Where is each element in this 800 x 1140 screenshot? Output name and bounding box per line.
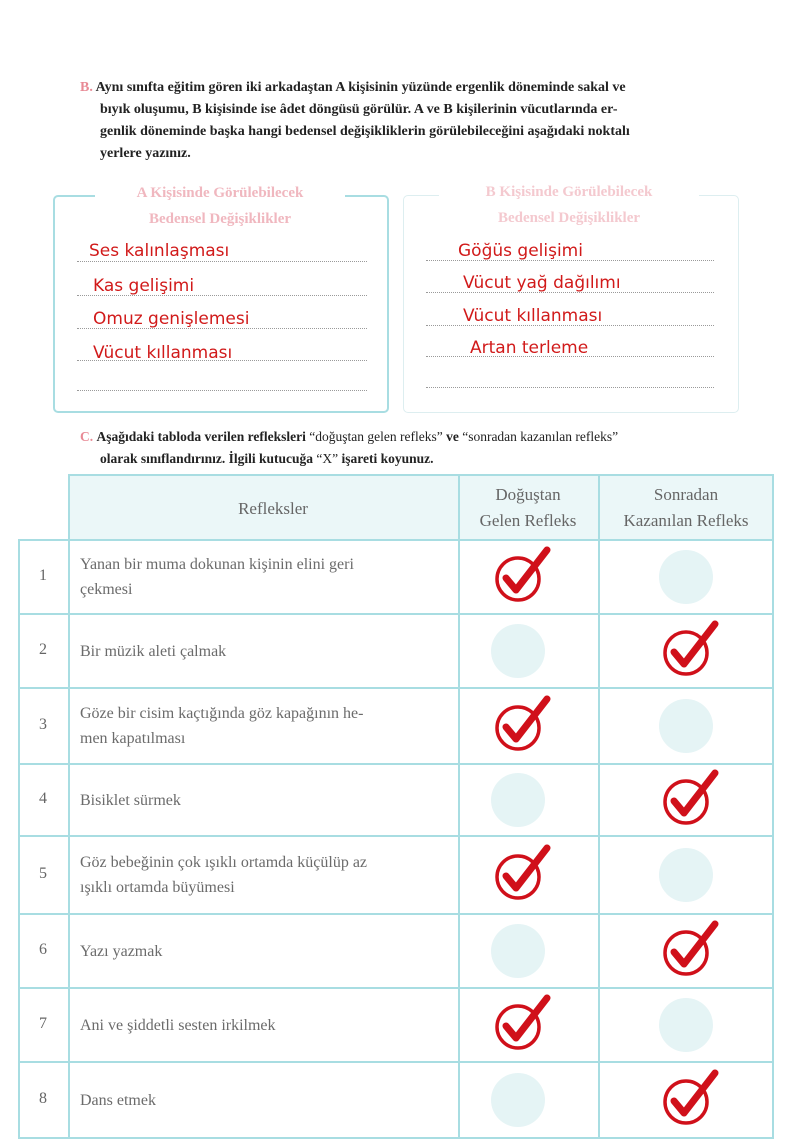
section-b-letter: B. xyxy=(80,80,93,95)
table-grid-line xyxy=(18,687,774,689)
table-grid-line xyxy=(18,913,774,915)
box-b-heading: B Kişisinde Görülebilecek Bedensel Değişiklikler xyxy=(439,179,699,231)
table-grid-line xyxy=(598,474,600,1138)
section-c-line-2: olarak sınıflandırınız. İlgili kutucuğa “X” işareti koyunuz. xyxy=(100,451,434,466)
box-b-answer-4[interactable]: Artan terleme xyxy=(470,338,589,358)
reflex-text-line: men kapatılması xyxy=(80,730,186,747)
reflex-text-line: Bir müzik aleti çalmak xyxy=(80,643,227,660)
empty-answer-circle-acquired[interactable] xyxy=(659,699,713,753)
header-innate: Doğuştan Gelen Refleks xyxy=(479,485,577,530)
box-person-b xyxy=(403,184,739,413)
header-reflexes: Refleksler xyxy=(238,499,308,518)
row-number: 2 xyxy=(39,641,47,658)
table-grid-line xyxy=(68,474,70,1138)
row-number: 6 xyxy=(39,941,47,958)
section-b-instructions xyxy=(80,77,720,165)
empty-answer-circle-innate[interactable] xyxy=(491,773,545,827)
box-b-answer-3[interactable]: Vücut kıllanması xyxy=(463,306,603,326)
dotted-line xyxy=(77,328,367,329)
row-number: 5 xyxy=(39,865,47,882)
box-b-answer-1[interactable]: Göğüs gelişimi xyxy=(458,241,583,261)
row-number: 8 xyxy=(39,1090,47,1107)
section-b-line-2: bıyık oluşumu, B kişisinde ise âdet döngüsü görülür. A ve B kişilerinin vücutlarında er- xyxy=(100,102,618,117)
dotted-line xyxy=(426,356,714,357)
dotted-line xyxy=(77,261,367,262)
table-grid-line xyxy=(772,474,774,1138)
table-grid-line xyxy=(18,540,20,1138)
row-number: 3 xyxy=(39,716,47,733)
box-a-answer-1[interactable]: Ses kalınlaşması xyxy=(89,241,230,261)
empty-answer-circle-innate[interactable] xyxy=(491,624,545,678)
check-mark-icon-innate[interactable] xyxy=(491,693,553,755)
section-b-line-4: yerlere yazınız. xyxy=(100,146,191,161)
section-b-line-3: genlik döneminde başka hangi bedensel değişikliklerin görülebileceğini aşağıdaki noktalı xyxy=(100,124,630,139)
reflex-text-line: Göze bir cisim kaçtığında göz kapağının he- xyxy=(80,705,364,722)
reflex-text xyxy=(80,850,450,900)
reflex-text-line: Bisiklet sürmek xyxy=(80,792,181,809)
check-mark-icon-acquired[interactable] xyxy=(659,618,721,680)
table-grid-line xyxy=(18,1061,774,1063)
reflex-text xyxy=(80,939,450,964)
check-mark-icon-innate[interactable] xyxy=(491,842,553,904)
table-grid-line xyxy=(68,474,774,476)
dotted-line xyxy=(426,260,714,261)
table-grid-line xyxy=(18,763,774,765)
box-a-answer-2[interactable]: Kas gelişimi xyxy=(93,276,195,296)
reflex-text-line: Yanan bir muma dokunan kişinin elini geri xyxy=(80,556,354,573)
empty-answer-circle-acquired[interactable] xyxy=(659,998,713,1052)
table-grid-line xyxy=(18,539,774,541)
row-number: 7 xyxy=(39,1015,47,1032)
check-mark-icon-innate[interactable] xyxy=(491,992,553,1054)
box-a-answer-3[interactable]: Omuz genişlemesi xyxy=(93,309,250,329)
reflex-text-line: Ani ve şiddetli sesten irkilmek xyxy=(80,1017,276,1034)
check-mark-icon-innate[interactable] xyxy=(491,544,553,606)
section-c-line-1: C. Aşağıdaki tabloda verilen refleksleri “doğuştan gelen refleks” ve “sonradan kazanılan refleks” xyxy=(80,429,619,444)
reflex-text xyxy=(80,552,450,602)
dotted-line xyxy=(426,292,714,293)
reflex-text xyxy=(80,1013,450,1038)
reflex-text-line: Göz bebeğinin çok ışıklı ortamda küçülüp az xyxy=(80,854,368,871)
reflex-text-line: Dans etmek xyxy=(80,1092,156,1109)
box-b-answer-2[interactable]: Vücut yağ dağılımı xyxy=(463,273,621,293)
section-c-instructions xyxy=(80,426,740,470)
box-a-heading: A Kişisinde Görülebilecek Bedensel Değişiklikler xyxy=(95,180,345,232)
reflex-text-line: çekmesi xyxy=(80,581,133,598)
box-person-a xyxy=(53,185,389,413)
check-mark-icon-acquired[interactable] xyxy=(659,1067,721,1129)
reflex-text-line: ışıklı ortamda büyümesi xyxy=(80,879,235,896)
table-grid-line xyxy=(18,835,774,837)
row-number: 1 xyxy=(39,567,47,584)
reflex-text-line: Yazı yazmak xyxy=(80,943,163,960)
reflex-text xyxy=(80,639,450,664)
empty-answer-circle-innate[interactable] xyxy=(491,1073,545,1127)
reflex-table xyxy=(18,474,776,1138)
dotted-line[interactable] xyxy=(77,390,367,391)
empty-answer-circle-acquired[interactable] xyxy=(659,848,713,902)
table-grid-line xyxy=(458,474,460,1138)
table-grid-line xyxy=(18,1137,774,1139)
header-acquired: Sonradan Kazanılan Refleks xyxy=(623,485,749,530)
dotted-line xyxy=(426,325,714,326)
dotted-line xyxy=(77,295,367,296)
dotted-line[interactable] xyxy=(426,387,714,388)
empty-answer-circle-innate[interactable] xyxy=(491,924,545,978)
check-mark-icon-acquired[interactable] xyxy=(659,918,721,980)
reflex-text xyxy=(80,788,450,813)
table-grid-line xyxy=(18,987,774,989)
dotted-line xyxy=(77,360,367,361)
row-number: 4 xyxy=(39,790,47,807)
table-grid-line xyxy=(18,613,774,615)
check-mark-icon-acquired[interactable] xyxy=(659,767,721,829)
section-c-letter: C. xyxy=(80,429,94,444)
box-a-answer-4[interactable]: Vücut kıllanması xyxy=(93,343,233,363)
section-b-line-1: B. Aynı sınıfta eğitim gören iki arkadaştan A kişisinin yüzünde ergenlik döneminde sakal ve xyxy=(80,80,626,95)
reflex-text xyxy=(80,1088,450,1113)
empty-answer-circle-acquired[interactable] xyxy=(659,550,713,604)
reflex-text xyxy=(80,701,450,751)
